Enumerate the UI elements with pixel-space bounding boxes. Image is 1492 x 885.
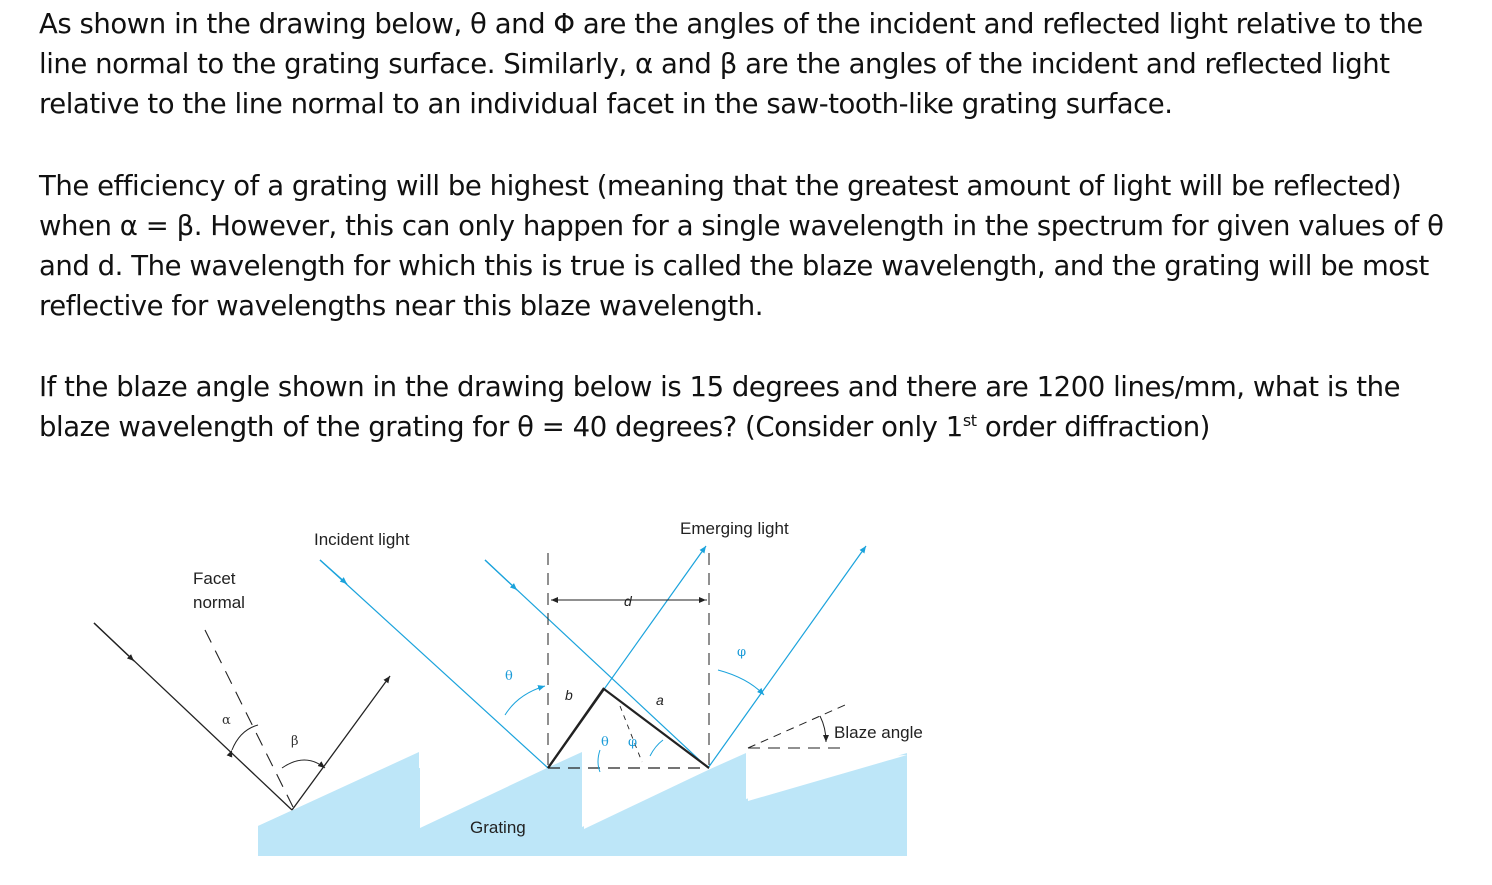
beta-arc [282,760,325,768]
paragraph-efficiency: The efficiency of a grating will be highest (meaning that the greatest amount of light will be reflected) when α = β. However, this can only happen for a single wavelength in the spectrum for given values of θ and d. The wavelength for which this is true is called the blaze wavelength, and the grating will be most reflective for wavelengths near this blaze wavelength. [39,170,1444,322]
a-label: a [656,692,664,708]
grating-sawtooth-main [258,753,420,856]
paragraph-question [39,367,1459,447]
question-superscript: st [962,410,977,430]
theta-large-arc [505,686,545,715]
emerging-light-label: Emerging light [680,519,789,538]
phi-small-arc [650,740,663,756]
alpha-arc [232,725,258,750]
question-text-start: If the blaze angle shown in the drawing below is 15 degrees and there are 1200 lines/mm, what is the blaze wavelength of the grating for θ = 40 degrees? (Consider only 1 [39,371,1401,443]
incident-ray-1 [320,560,548,768]
grating-label: Grating [470,818,526,837]
facet-normal-label-2: normal [193,593,245,612]
incident-light-label: Incident light [314,530,410,549]
d-label: d [624,593,632,609]
paragraph-intro: As shown in the drawing below, θ and Φ are the angles of the incident and reflected light relative to the line normal to the grating surface. Similarly, α and β are the angles of the incident and reflected light relative to the line normal to an individual facet in the saw-tooth-like grating surface. [39,8,1423,120]
theta-top-label: θ [505,669,513,684]
facet-normal-label-1: Facet [193,569,236,588]
b-label: b [565,687,573,703]
blaze-angle-line [748,705,845,748]
phi-large-arc [718,670,764,695]
phi-right-label: φ [737,645,747,660]
question-text-end: order diffraction) [976,411,1210,443]
blaze-angle-label: Blaze angle [834,723,923,742]
beta-label: β [291,734,299,749]
facet-normal-line [205,630,293,807]
alpha-label: α [222,713,231,728]
theta-bottom-label: θ [601,735,609,750]
phi-bottom-label: φ [628,735,638,750]
blaze-angle-arc [820,716,826,742]
diffraction-grating-figure [0,480,960,880]
theta-small-arc [598,750,600,772]
